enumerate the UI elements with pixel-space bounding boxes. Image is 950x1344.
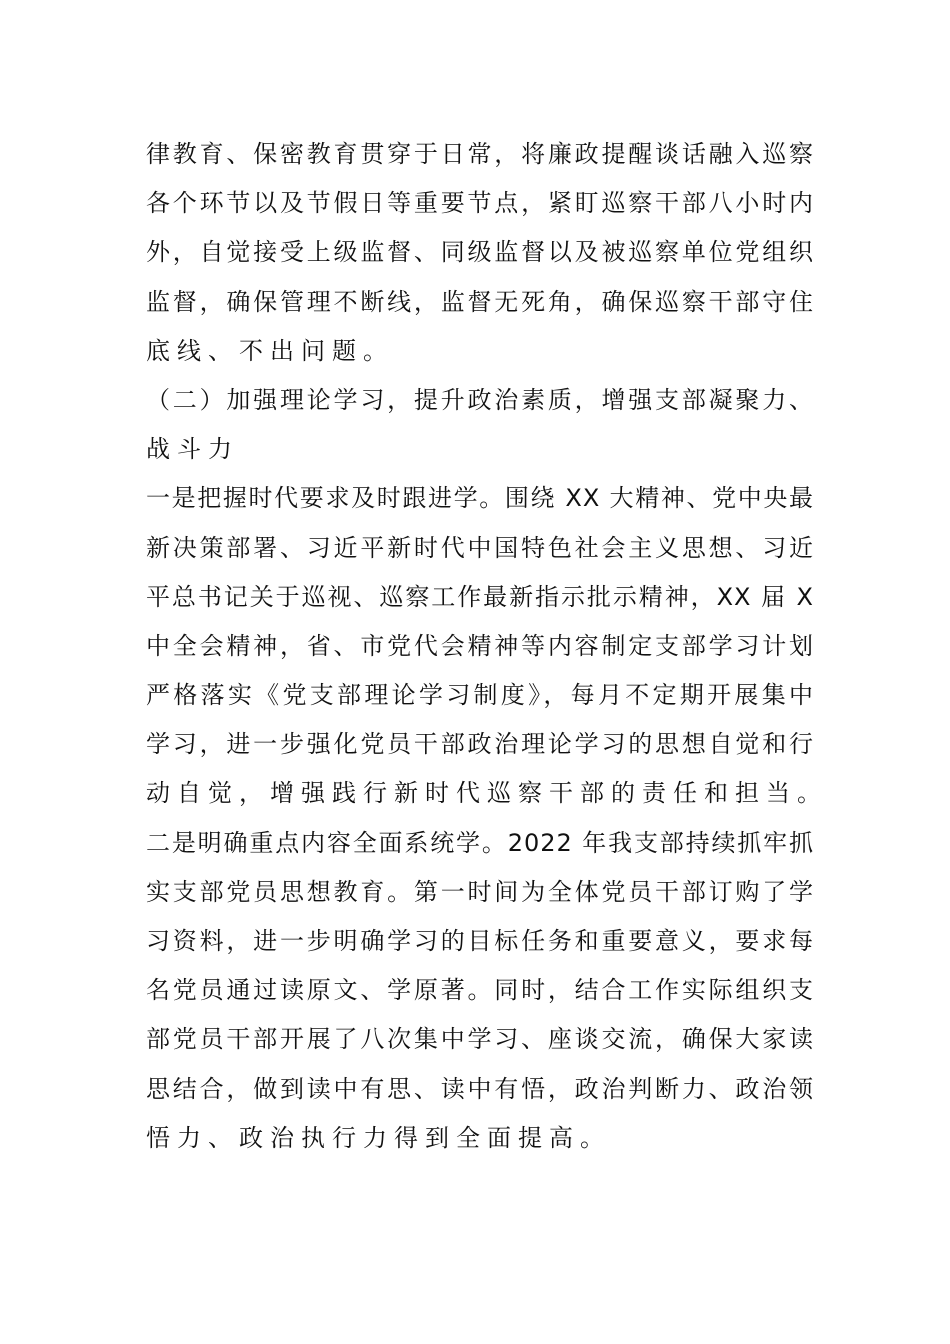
body-text	[146, 130, 828, 1163]
text-line: 严格落实《党支部理论学习制度》，每月不定期开展集中	[146, 681, 814, 710]
text-line: 实支部党员思想教育。第一时间为全体党员干部订购了学	[146, 877, 814, 906]
text-line: 底线、不出问题。	[146, 336, 394, 365]
text-line: 律教育、保密教育贯穿于日常，将廉政提醒谈话融入巡察	[146, 140, 814, 168]
text-line: 监督，确保管理不断线，监督无死角，确保巡察干部守住	[146, 287, 814, 316]
text-line: 部党员干部开展了八次集中学习、座谈交流，确保大家读	[146, 1025, 814, 1054]
text-line: 二是明确重点内容全面系统学。2022 年我支部持续抓牢抓	[146, 828, 814, 857]
text-line: 各个环节以及节假日等重要节点，紧盯巡察干部八小时内	[146, 189, 814, 218]
text-line: 思结合，做到读中有思、读中有悟，政治判断力、政治领	[146, 1074, 814, 1103]
text-line: 习资料，进一步明确学习的目标任务和重要意义，要求每	[146, 927, 814, 955]
text-line: 一是把握时代要求及时跟进学。围绕 XX 大精神、党中央最	[146, 484, 814, 513]
text-line: 外，自觉接受上级监督、同级监督以及被巡察单位党组织	[146, 238, 814, 267]
text-line: 中全会精神，省、市党代会精神等内容制定支部学习计划	[146, 631, 814, 660]
text-line: 悟力、政治执行力得到全面提高。	[146, 1123, 611, 1152]
text-line: 新决策部署、习近平新时代中国特色社会主义思想、习近	[146, 533, 814, 562]
text-line: 名党员通过读原文、学原著。同时，结合工作实际组织支	[146, 976, 814, 1005]
text-line: 学习，进一步强化党员干部政治理论学习的思想自觉和行	[146, 730, 814, 759]
text-line: 平总书记关于巡视、巡察工作最新指示批示精神，XX 届 X	[146, 582, 814, 611]
text-line: （二）加强理论学习，提升政治素质，增强支部凝聚力、	[146, 385, 814, 414]
text-line: 战斗力	[146, 435, 239, 464]
text-line: 动自觉，增强践行新时代巡察干部的责任和担当。	[146, 779, 828, 808]
